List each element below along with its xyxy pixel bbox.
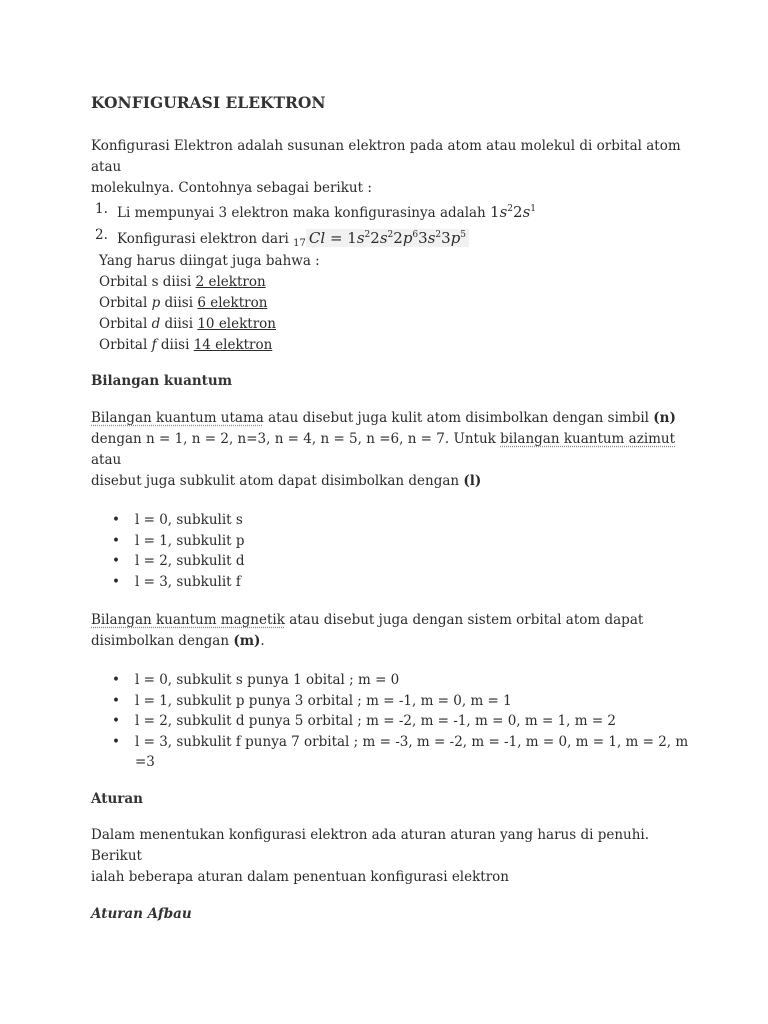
symbol-n: (n) bbox=[653, 410, 676, 426]
orbital-capacity: 6 elektron bbox=[197, 295, 268, 311]
atomic-number: 17 bbox=[293, 238, 306, 249]
azimuth-list bbox=[91, 510, 691, 592]
list-item-text: l = 1, subkulit p punya 3 orbital ; m = -1, m = 0, m = 1 bbox=[135, 692, 512, 709]
example-item-2 bbox=[91, 225, 691, 251]
orbital-label: Orbital bbox=[99, 316, 152, 332]
orbital-label: Orbital s diisi bbox=[99, 274, 196, 290]
list-item-text: l = 3, subkulit f punya 7 orbital ; m = -3, m = -2, m = -1, m = 0, m = 1, m = 2, m =3 bbox=[135, 733, 689, 770]
list-item bbox=[91, 711, 691, 732]
list-item-text: l = 0, subkulit s bbox=[135, 512, 243, 528]
orbital-label: diisi bbox=[160, 316, 198, 332]
orbital-capacity: 14 elektron bbox=[193, 337, 273, 353]
paragraph-text: atau disebut juga kulit atom disimbolkan dengan simbil bbox=[263, 410, 654, 426]
page-title: KONFIGURASI ELEKTRON bbox=[91, 93, 326, 112]
example-text: Konfigurasi elektron dari bbox=[117, 231, 294, 247]
quantum-paragraph bbox=[91, 408, 691, 492]
orbital-symbol: d bbox=[151, 316, 161, 332]
list-item bbox=[91, 691, 691, 712]
list-number: 1. bbox=[95, 201, 108, 217]
bullet: • bbox=[112, 733, 120, 750]
intro-paragraph bbox=[91, 136, 691, 199]
list-number: 2. bbox=[95, 227, 108, 243]
list-item bbox=[91, 572, 691, 593]
li-config-formula: $1s^22s^1$ bbox=[490, 203, 537, 221]
heading-aturan: Aturan bbox=[91, 790, 143, 807]
symbol-m: (m) bbox=[233, 633, 261, 649]
orbital-label: Orbital bbox=[99, 295, 152, 311]
paragraph-text: atau disebut juga dengan sistem orbital atom dapat bbox=[284, 612, 644, 628]
heading-bilangan-kuantum: Bilangan kuantum bbox=[91, 373, 232, 389]
orbital-capacity: 2 elektron bbox=[195, 274, 266, 290]
bullet: • bbox=[112, 672, 120, 688]
term-kuantum-magnetik: Bilangan kuantum magnetik bbox=[91, 612, 285, 628]
list-item-text: l = 2, subkulit d punya 5 orbital ; m = -2, m = -1, m = 0, m = 1, m = 2 bbox=[135, 713, 617, 729]
term-kuantum-utama: Bilangan kuantum utama bbox=[91, 410, 264, 426]
list-item bbox=[91, 531, 691, 552]
example-text: Li mempunyai 3 elektron maka konfigurasinya adalah bbox=[117, 205, 491, 221]
rules-paragraph bbox=[91, 825, 691, 888]
orbital-symbol: p bbox=[151, 295, 161, 311]
remember-intro: Yang harus diingat juga bahwa : bbox=[99, 253, 320, 269]
intro-line-2: molekulnya. Contohnya sebagai berikut : bbox=[91, 180, 372, 196]
bullet: • bbox=[112, 512, 120, 528]
cl-config-formula: $Cl = 1s^22s^22p^63s^23p^5$ bbox=[306, 229, 469, 247]
orbital-p-row bbox=[99, 293, 691, 314]
paragraph-text: dengan n = 1, n = 2, n=3, n = 4, n = 5, n =6, n = 7. Untuk bbox=[91, 431, 501, 447]
list-item-text: l = 0, subkulit s punya 1 obital ; m = 0 bbox=[135, 672, 400, 688]
paragraph-text: atau bbox=[91, 452, 122, 468]
orbital-label: diisi bbox=[156, 337, 194, 353]
symbol-l: (l) bbox=[463, 473, 482, 489]
paragraph-text: disebut juga subkulit atom dapat disimbolkan dengan bbox=[91, 473, 464, 489]
orbital-d-row bbox=[99, 314, 691, 335]
orbital-label: Orbital bbox=[99, 337, 152, 353]
bullet: • bbox=[112, 713, 120, 729]
list-item bbox=[91, 732, 691, 773]
term-kuantum-azimut: bilangan kuantum azimut bbox=[500, 431, 676, 447]
list-item bbox=[91, 670, 691, 691]
paragraph-text: . bbox=[260, 633, 265, 649]
intro-line-1: Konfigurasi Elektron adalah susunan elektron pada atom atau molekul di orbital atom atau bbox=[91, 138, 681, 175]
magnetic-list bbox=[91, 670, 691, 773]
heading-aturan-afbau: Aturan Afbau bbox=[91, 905, 192, 922]
bullet: • bbox=[112, 573, 120, 590]
list-item bbox=[91, 510, 691, 531]
orbital-s-row bbox=[99, 272, 691, 293]
list-item bbox=[91, 551, 691, 572]
paragraph-text: ialah beberapa aturan dalam penentuan konfigurasi elektron bbox=[91, 868, 509, 885]
example-item-1 bbox=[91, 199, 691, 224]
bullet: • bbox=[112, 532, 120, 549]
list-item-text: l = 3, subkulit f bbox=[135, 573, 241, 590]
list-item-text: l = 1, subkulit p bbox=[135, 532, 245, 549]
examples-list bbox=[91, 199, 691, 251]
paragraph-text: Dalam menentukan konfigurasi elektron ada aturan aturan yang harus di penuhi. Berikut bbox=[91, 826, 650, 864]
bullet: • bbox=[112, 692, 120, 709]
bullet: • bbox=[112, 553, 120, 569]
list-item-text: l = 2, subkulit d bbox=[135, 553, 245, 569]
remember-block bbox=[91, 251, 691, 356]
document-page bbox=[91, 93, 691, 922]
orbital-symbol: f bbox=[151, 337, 157, 353]
orbital-label: diisi bbox=[160, 295, 198, 311]
magnetic-paragraph bbox=[91, 610, 691, 652]
orbital-f-row bbox=[99, 335, 691, 356]
orbital-capacity: 10 elektron bbox=[197, 316, 276, 332]
paragraph-text: disimbolkan dengan bbox=[91, 633, 234, 649]
